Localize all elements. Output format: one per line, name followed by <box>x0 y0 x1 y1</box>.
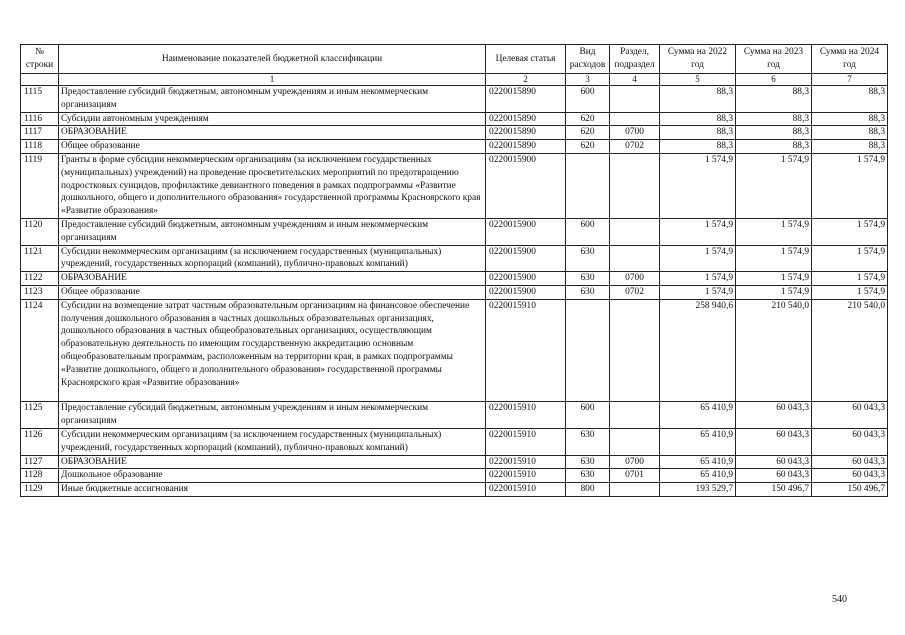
target-article-cell: 0220015910 <box>486 469 566 483</box>
target-article-cell: 0220015900 <box>486 272 566 286</box>
budget-classification-table <box>20 44 888 497</box>
section-cell <box>610 112 660 126</box>
column-index: 3 <box>566 74 610 86</box>
sum-2022-cell: 88,3 <box>660 126 736 140</box>
section-cell <box>610 245 660 272</box>
section-cell: 0701 <box>610 469 660 483</box>
row-number-cell: 1119 <box>21 153 59 218</box>
row-number-cell: 1121 <box>21 245 59 272</box>
column-index: 4 <box>610 74 660 86</box>
sum-2022-cell: 65 410,9 <box>660 469 736 483</box>
sum-2024-cell: 88,3 <box>812 86 888 113</box>
target-article-cell: 0220015900 <box>486 245 566 272</box>
target-article-cell: 0220015900 <box>486 285 566 299</box>
sum-2023-cell: 1 574,9 <box>736 285 812 299</box>
sum-2024-cell: 1 574,9 <box>812 245 888 272</box>
table-row <box>21 126 888 140</box>
budget-table-page <box>20 44 885 497</box>
row-number-cell: 1127 <box>21 455 59 469</box>
table-row <box>21 245 888 272</box>
column-index: 5 <box>660 74 736 86</box>
row-number-cell: 1128 <box>21 469 59 483</box>
column-index <box>21 74 59 86</box>
expense-type-cell: 600 <box>566 218 610 245</box>
section-cell: 0702 <box>610 285 660 299</box>
section-cell <box>610 218 660 245</box>
table-row <box>21 469 888 483</box>
sum-2023-cell: 1 574,9 <box>736 153 812 218</box>
expense-type-cell: 620 <box>566 112 610 126</box>
sum-2023-cell: 88,3 <box>736 112 812 126</box>
sum-2024-cell: 60 043,3 <box>812 469 888 483</box>
section-cell <box>610 86 660 113</box>
target-article-cell: 0220015910 <box>486 455 566 469</box>
sum-2023-cell: 88,3 <box>736 140 812 154</box>
row-number-cell: 1124 <box>21 299 59 402</box>
sum-2024-cell: 210 540,0 <box>812 299 888 402</box>
sum-2022-cell: 258 940,6 <box>660 299 736 402</box>
section-cell: 0700 <box>610 272 660 286</box>
row-name-cell: Дошкольное образование <box>59 469 486 483</box>
sum-2022-cell: 88,3 <box>660 112 736 126</box>
page-number: 540 <box>832 594 847 605</box>
sum-2023-cell: 60 043,3 <box>736 455 812 469</box>
row-number-cell: 1129 <box>21 483 59 497</box>
header-expense-type: Вид расходов <box>566 45 610 74</box>
sum-2024-cell: 88,3 <box>812 112 888 126</box>
row-name-cell: Общее образование <box>59 140 486 154</box>
table-row <box>21 483 888 497</box>
table-row <box>21 272 888 286</box>
header-section: Раздел, подраздел <box>610 45 660 74</box>
sum-2023-cell: 88,3 <box>736 86 812 113</box>
table-row <box>21 153 888 218</box>
sum-2022-cell: 1 574,9 <box>660 245 736 272</box>
sum-2023-cell: 150 496,7 <box>736 483 812 497</box>
table-row <box>21 218 888 245</box>
column-index-row <box>21 74 888 86</box>
row-name-cell: ОБРАЗОВАНИЕ <box>59 272 486 286</box>
sum-2024-cell: 1 574,9 <box>812 272 888 286</box>
sum-2024-cell: 60 043,3 <box>812 402 888 429</box>
row-number-cell: 1125 <box>21 402 59 429</box>
section-cell: 0702 <box>610 140 660 154</box>
table-row <box>21 112 888 126</box>
header-sum-2024: Сумма на 2024 год <box>812 45 888 74</box>
row-name-cell: Предоставление субсидий бюджетным, автономным учреждениям и иным некоммерческим организациям <box>59 218 486 245</box>
sum-2022-cell: 65 410,9 <box>660 402 736 429</box>
header-sum-2023: Сумма на 2023 год <box>736 45 812 74</box>
header-name: Наименование показателей бюджетной классификации <box>59 45 486 74</box>
header-sum-2022: Сумма на 2022 год <box>660 45 736 74</box>
sum-2024-cell: 1 574,9 <box>812 153 888 218</box>
row-number-cell: 1126 <box>21 428 59 455</box>
column-index: 6 <box>736 74 812 86</box>
sum-2024-cell: 88,3 <box>812 126 888 140</box>
target-article-cell: 0220015890 <box>486 140 566 154</box>
expense-type-cell <box>566 299 610 402</box>
expense-type-cell: 630 <box>566 272 610 286</box>
sum-2022-cell: 1 574,9 <box>660 285 736 299</box>
target-article-cell: 0220015900 <box>486 153 566 218</box>
expense-type-cell: 600 <box>566 86 610 113</box>
row-name-cell: ОБРАЗОВАНИЕ <box>59 455 486 469</box>
target-article-cell: 0220015910 <box>486 402 566 429</box>
row-name-cell: Субсидии на возмещение затрат частным образовательным организациям на финансовое обеспечение получения дошкольного образования в частных дошкольных образовательных организациях, дошкольного образования в частных общеобразовательных организациях, осуществляющим образовательную деятельность по имеющим государственную аккредитацию основным общеобразовательным программам, расположенным на территории края, в рамках подпрограммы «Развитие дошкольного, общего и дополнительного образования» государственной программы Красноярского края «Развитие образования» <box>59 299 486 402</box>
target-article-cell: 0220015890 <box>486 126 566 140</box>
row-number-cell: 1115 <box>21 86 59 113</box>
sum-2023-cell: 210 540,0 <box>736 299 812 402</box>
sum-2022-cell: 1 574,9 <box>660 272 736 286</box>
column-index: 1 <box>59 74 486 86</box>
section-cell: 0700 <box>610 455 660 469</box>
target-article-cell: 0220015910 <box>486 299 566 402</box>
sum-2024-cell: 1 574,9 <box>812 218 888 245</box>
table-row <box>21 428 888 455</box>
row-name-cell: Общее образование <box>59 285 486 299</box>
target-article-cell: 0220015900 <box>486 218 566 245</box>
expense-type-cell: 620 <box>566 140 610 154</box>
sum-2023-cell: 60 043,3 <box>736 469 812 483</box>
table-row <box>21 140 888 154</box>
expense-type-cell: 800 <box>566 483 610 497</box>
section-cell <box>610 153 660 218</box>
row-name-cell: Гранты в форме субсидии некоммерческим организациям (за исключением государственных (муниципальных) учреждений) на проведение просветительских мероприятий по предотвращению подростковых суицидов, профилактике девиантного поведения в рамках подпрограммы «Развитие дошкольного, общего и дополнительного образования» государственной программы Красноярского края «Развитие образования» <box>59 153 486 218</box>
target-article-cell: 0220015890 <box>486 86 566 113</box>
row-number-cell: 1117 <box>21 126 59 140</box>
row-number-cell: 1120 <box>21 218 59 245</box>
sum-2022-cell: 193 529,7 <box>660 483 736 497</box>
target-article-cell: 0220015890 <box>486 112 566 126</box>
expense-type-cell: 600 <box>566 402 610 429</box>
expense-type-cell: 630 <box>566 245 610 272</box>
sum-2024-cell: 1 574,9 <box>812 285 888 299</box>
sum-2022-cell: 65 410,9 <box>660 455 736 469</box>
sum-2023-cell: 60 043,3 <box>736 402 812 429</box>
section-cell <box>610 483 660 497</box>
sum-2022-cell: 65 410,9 <box>660 428 736 455</box>
sum-2023-cell: 1 574,9 <box>736 218 812 245</box>
table-header-row <box>21 45 888 74</box>
row-name-cell: Иные бюджетные ассигнования <box>59 483 486 497</box>
row-number-cell: 1123 <box>21 285 59 299</box>
section-cell: 0700 <box>610 126 660 140</box>
row-name-cell: Субсидии некоммерческим организациям (за исключением государственных (муниципальных) учреждений, государственных корпораций (компаний), публично-правовых компаний) <box>59 428 486 455</box>
row-number-cell: 1122 <box>21 272 59 286</box>
column-index: 7 <box>812 74 888 86</box>
sum-2023-cell: 88,3 <box>736 126 812 140</box>
sum-2023-cell: 60 043,3 <box>736 428 812 455</box>
table-row <box>21 299 888 402</box>
header-target-article: Целевая статья <box>486 45 566 74</box>
header-row-number: № строки <box>21 45 59 74</box>
section-cell <box>610 299 660 402</box>
target-article-cell: 0220015910 <box>486 428 566 455</box>
table-row <box>21 285 888 299</box>
sum-2024-cell: 150 496,7 <box>812 483 888 497</box>
sum-2024-cell: 60 043,3 <box>812 455 888 469</box>
row-number-cell: 1116 <box>21 112 59 126</box>
sum-2023-cell: 1 574,9 <box>736 272 812 286</box>
sum-2022-cell: 88,3 <box>660 140 736 154</box>
row-name-cell: Субсидии некоммерческим организациям (за исключением государственных (муниципальных) учреждений, государственных корпораций (компаний), публично-правовых компаний) <box>59 245 486 272</box>
sum-2024-cell: 60 043,3 <box>812 428 888 455</box>
table-row <box>21 402 888 429</box>
row-name-cell: Субсидии автономным учреждениям <box>59 112 486 126</box>
row-name-cell: ОБРАЗОВАНИЕ <box>59 126 486 140</box>
expense-type-cell: 620 <box>566 126 610 140</box>
sum-2023-cell: 1 574,9 <box>736 245 812 272</box>
column-index: 2 <box>486 74 566 86</box>
expense-type-cell: 630 <box>566 469 610 483</box>
sum-2022-cell: 1 574,9 <box>660 153 736 218</box>
table-row <box>21 455 888 469</box>
sum-2024-cell: 88,3 <box>812 140 888 154</box>
expense-type-cell: 630 <box>566 455 610 469</box>
table-body <box>21 86 888 497</box>
expense-type-cell: 630 <box>566 428 610 455</box>
section-cell <box>610 428 660 455</box>
table-row <box>21 86 888 113</box>
row-name-cell: Предоставление субсидий бюджетным, автономным учреждениям и иным некоммерческим организациям <box>59 402 486 429</box>
row-number-cell: 1118 <box>21 140 59 154</box>
expense-type-cell: 630 <box>566 285 610 299</box>
sum-2022-cell: 88,3 <box>660 86 736 113</box>
row-name-cell: Предоставление субсидий бюджетным, автономным учреждениям и иным некоммерческим организациям <box>59 86 486 113</box>
target-article-cell: 0220015910 <box>486 483 566 497</box>
section-cell <box>610 402 660 429</box>
sum-2022-cell: 1 574,9 <box>660 218 736 245</box>
expense-type-cell <box>566 153 610 218</box>
